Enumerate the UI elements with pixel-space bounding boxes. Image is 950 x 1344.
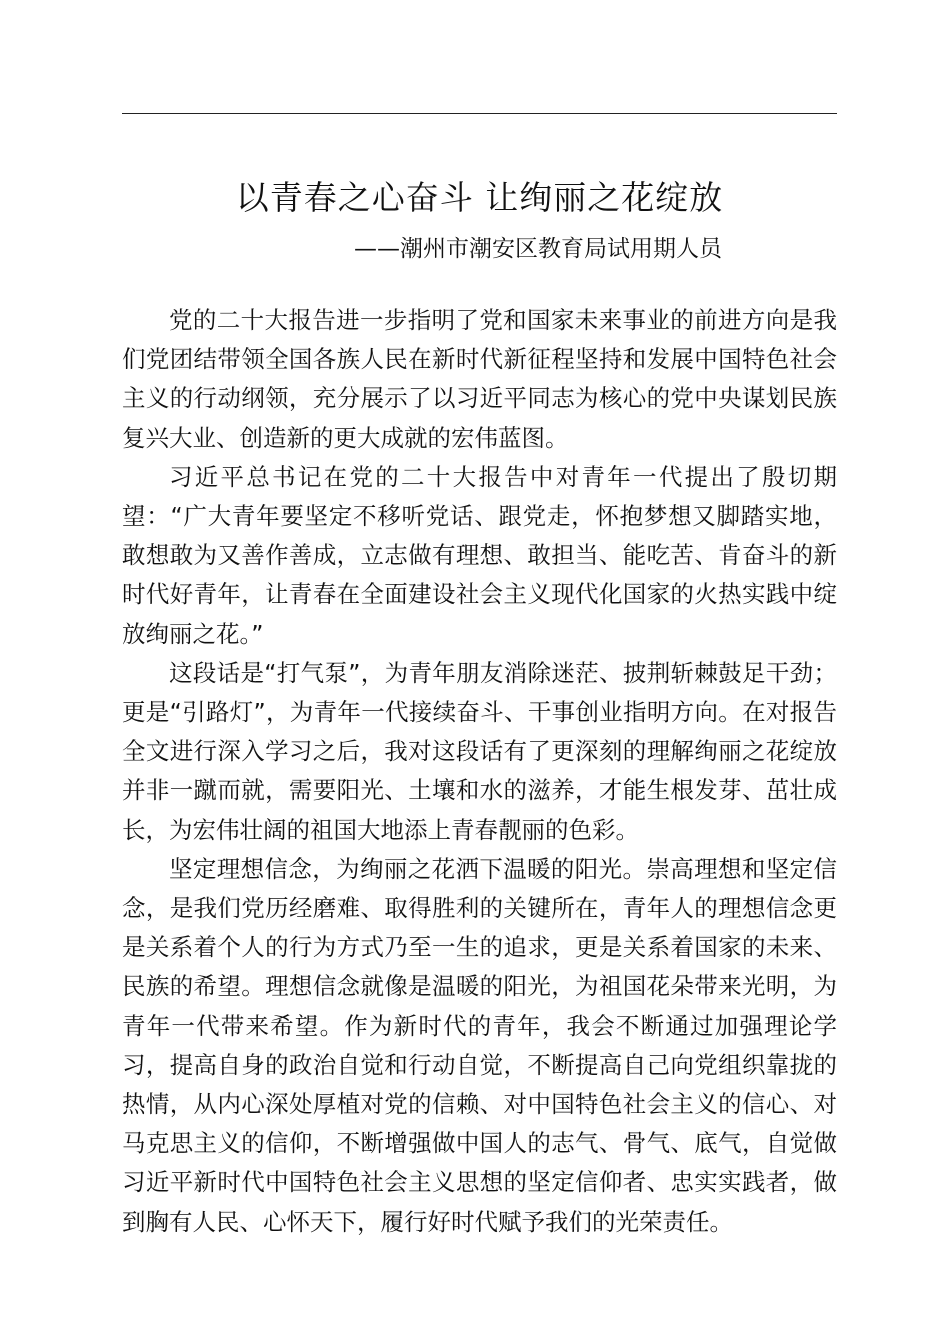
paragraph-2: 习近平总书记在党的二十大报告中对青年一代提出了殷切期望：“广大青年要坚定不移听党话、跟党走，怀抱梦想又脚踏实地，敢想敢为又善作善成，立志做有理想、敢担当、能吃苦、肯奋斗的新时代好青年，让青春在全面建设社会主义现代化国家的火热实践中绽放绚丽之花。” xyxy=(122,462,837,648)
top-divider xyxy=(122,113,837,114)
document-subtitle: ——潮州市潮安区教育局试用期人员 xyxy=(354,236,722,262)
paragraph-4: 坚定理想信念，为绚丽之花洒下温暖的阳光。崇高理想和坚定信念，是我们党历经磨难、取得胜利的关键所在，青年人的理想信念更是关系着个人的行为方式乃至一生的追求，更是关系着国家的未来、民族的希望。理想信念就像是温暖的阳光，为祖国花朵带来光明，为青年一代带来希望。作为新时代的青年，我会不断通过加强理论学习，提高自身的政治自觉和行动自觉，不断提高自己向党组织靠拢的热情，从内心深处厚植对党的信赖、对中国特色社会主义的信心、对马克思主义的信仰，不断增强做中国人的志气、骨气、底气，自觉做习近平新时代中国特色社会主义思想的坚定信仰者、忠实实践者，做到胸有人民、心怀天下，履行好时代赋予我们的光荣责任。 xyxy=(122,854,837,1236)
document-title: 以青春之心奋斗 让绚丽之花绽放 xyxy=(235,178,724,217)
document-body xyxy=(122,301,837,1242)
paragraph-3: 这段话是“打气泵”，为青年朋友消除迷茫、披荆斩棘鼓足干劲；更是“引路灯”，为青年一代接续奋斗、干事创业指明方向。在对报告全文进行深入学习之后，我对这段话有了更深刻的理解绚丽之花绽放并非一蹴而就，需要阳光、土壤和水的滋养，才能生根发芽、茁壮成长，为宏伟壮阔的祖国大地添上青春靓丽的色彩。 xyxy=(122,658,837,844)
paragraph-1: 党的二十大报告进一步指明了党和国家未来事业的前进方向是我们党团结带领全国各族人民在新时代新征程坚持和发展中国特色社会主义的行动纲领，充分展示了以习近平同志为核心的党中央谋划民族复兴大业、创造新的更大成就的宏伟蓝图。 xyxy=(122,306,837,452)
